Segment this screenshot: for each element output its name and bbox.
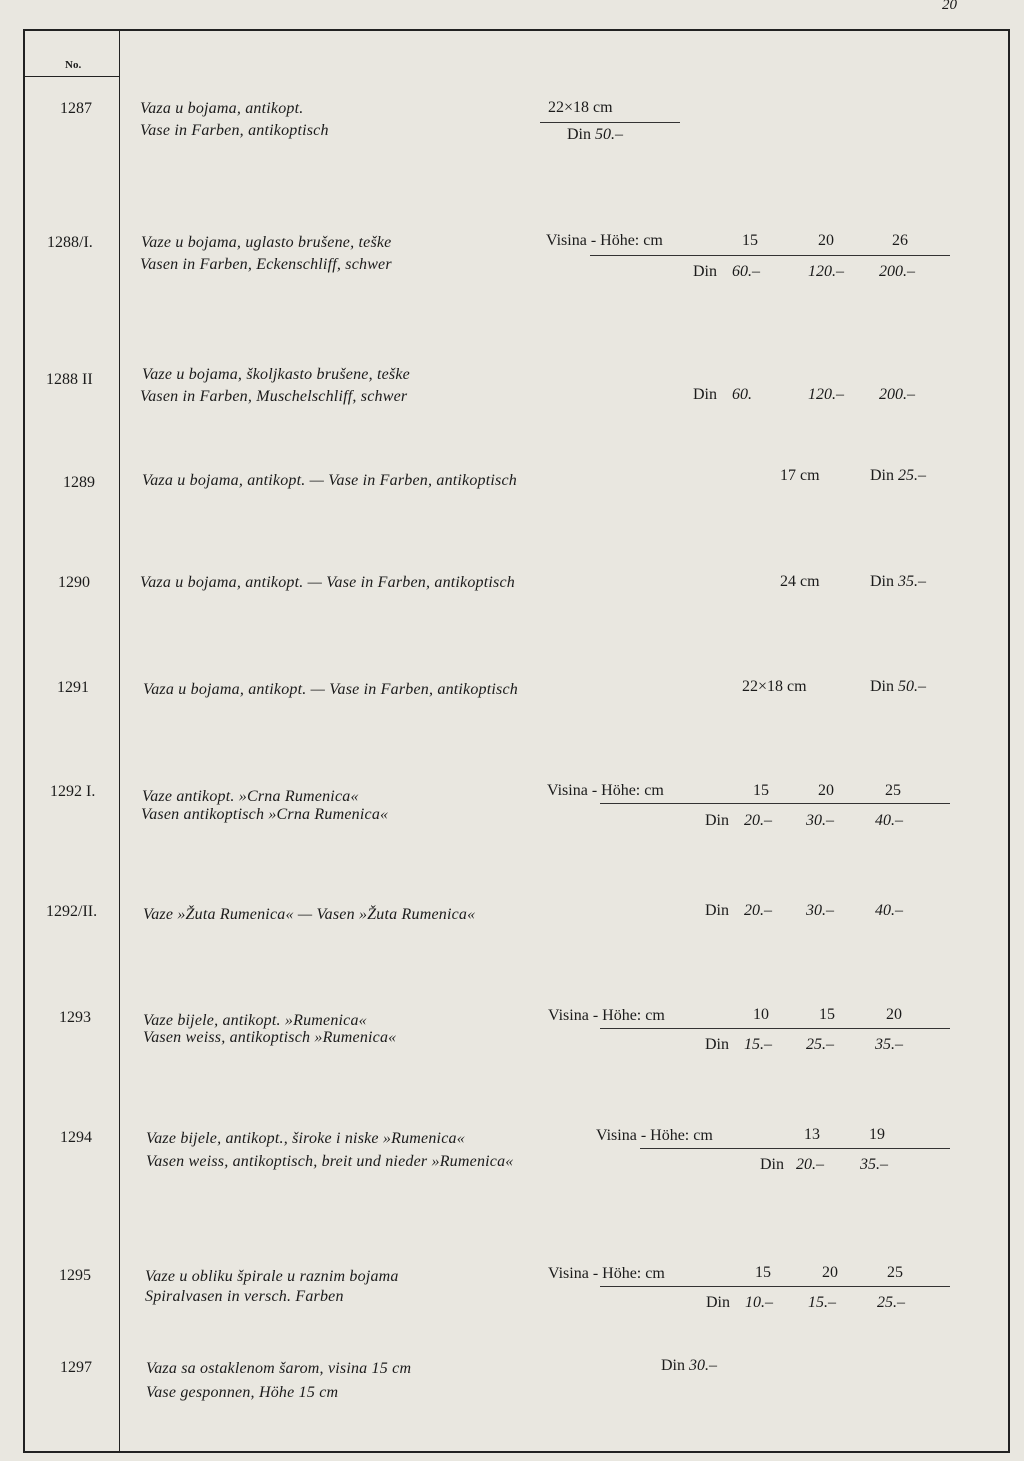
price-label: Din — [705, 812, 729, 829]
description: Vaza u bojama, antikopt. — Vase in Farben, antikoptisch — [142, 472, 517, 489]
price-3: 200.– — [879, 386, 915, 403]
price-2: 30.– — [806, 812, 834, 829]
entry-number: 1291 — [57, 679, 89, 696]
price-1: 20.– — [744, 902, 772, 919]
price: Din 35.– — [870, 573, 926, 590]
size: 22×18 cm — [742, 678, 807, 695]
height-2: 20 — [818, 782, 834, 799]
entry-number: 1297 — [60, 1359, 92, 1376]
price-3: 40.– — [875, 812, 903, 829]
header-rule — [25, 76, 119, 77]
description-hr: Vaze antikopt. »Crna Rumenica« — [142, 788, 359, 805]
price-2: 120.– — [808, 263, 844, 280]
price: Din 50.– — [567, 126, 623, 143]
entry-number: 1288 II — [46, 371, 93, 388]
height-1: 15 — [753, 782, 769, 799]
height-2: 19 — [869, 1126, 885, 1143]
description: Vaze »Žuta Rumenica« — Vasen »Žuta Rumenica« — [143, 906, 476, 923]
description-de: Vasen weiss, antikoptisch, breit und nieder »Rumenica« — [146, 1153, 514, 1170]
price-3: 25.– — [877, 1294, 905, 1311]
size: 17 cm — [780, 467, 820, 484]
description-de: Spiralvasen in versch. Farben — [145, 1288, 344, 1305]
description-hr: Vaza u bojama, antikopt. — [140, 100, 304, 117]
entry-number: 1292 I. — [50, 783, 96, 800]
description-hr: Vaze u bojama, uglasto brušene, teške — [141, 234, 392, 251]
price-2: 25.– — [806, 1036, 834, 1053]
price-label: Din — [706, 1294, 730, 1311]
entry-number: 1295 — [59, 1267, 91, 1284]
price-1: 60.– — [732, 263, 760, 280]
height-rule — [640, 1148, 950, 1149]
column-divider — [119, 31, 120, 1451]
height-3: 25 — [887, 1264, 903, 1281]
size-rule — [540, 122, 680, 123]
height-2: 20 — [818, 232, 834, 249]
height-rule — [590, 255, 950, 256]
price: Din 25.– — [870, 467, 926, 484]
price-3: 35.– — [875, 1036, 903, 1053]
height-label: Visina - Höhe: cm — [548, 1007, 665, 1024]
height-label: Visina - Höhe: cm — [546, 232, 663, 249]
entry-number: 1293 — [59, 1009, 91, 1026]
height-rule — [600, 803, 950, 804]
description-hr: Vaza sa ostaklenom šarom, visina 15 cm — [146, 1360, 412, 1377]
height-1: 10 — [753, 1006, 769, 1023]
description-de: Vasen in Farben, Eckenschliff, schwer — [140, 256, 392, 273]
size: 22×18 cm — [548, 99, 613, 116]
column-header-no: No. — [65, 59, 82, 71]
height-3: 20 — [886, 1006, 902, 1023]
price-label: Din — [705, 902, 729, 919]
price-label: Din — [705, 1036, 729, 1053]
height-2: 20 — [822, 1264, 838, 1281]
price-1: 20.– — [796, 1156, 824, 1173]
description: Vaza u bojama, antikopt. — Vase in Farben, antikoptisch — [140, 574, 515, 591]
price: Din 30.– — [661, 1357, 717, 1374]
entry-number: 1289 — [63, 474, 95, 491]
entry-number: 1292/II. — [46, 903, 98, 920]
price-3: 40.– — [875, 902, 903, 919]
height-rule — [600, 1286, 950, 1287]
height-rule — [600, 1028, 950, 1029]
price-1: 10.– — [745, 1294, 773, 1311]
height-3: 26 — [892, 232, 908, 249]
description-de: Vasen in Farben, Muschelschliff, schwer — [140, 388, 408, 405]
description-hr: Vaze bijele, antikopt. »Rumenica« — [143, 1012, 367, 1029]
page-number: 20 — [942, 0, 957, 13]
price-label: Din — [693, 386, 717, 403]
price-label: Din — [693, 263, 717, 280]
description-de: Vasen antikoptisch »Crna Rumenica« — [141, 806, 389, 823]
entry-number: 1288/I. — [47, 234, 93, 251]
price-label: Din — [760, 1156, 784, 1173]
price-2: 35.– — [860, 1156, 888, 1173]
height-1: 13 — [804, 1126, 820, 1143]
description-de: Vase in Farben, antikoptisch — [140, 122, 329, 139]
description-hr: Vaze u bojama, školjkasto brušene, teške — [142, 366, 410, 383]
price-2: 30.– — [806, 902, 834, 919]
description-de: Vasen weiss, antikoptisch »Rumenica« — [143, 1029, 397, 1046]
price-1: 60. — [732, 386, 752, 403]
price-2: 15.– — [808, 1294, 836, 1311]
price-1: 15.– — [744, 1036, 772, 1053]
height-label: Visina - Höhe: cm — [547, 782, 664, 799]
description-hr: Vaze bijele, antikopt., široke i niske »Rumenica« — [146, 1130, 465, 1147]
entry-number: 1290 — [58, 574, 90, 591]
height-1: 15 — [742, 232, 758, 249]
size: 24 cm — [780, 573, 820, 590]
description-hr: Vaze u obliku špirale u raznim bojama — [145, 1268, 399, 1285]
entry-number: 1294 — [60, 1129, 92, 1146]
description-de: Vase gesponnen, Höhe 15 cm — [146, 1384, 339, 1401]
height-3: 25 — [885, 782, 901, 799]
height-label: Visina - Höhe: cm — [596, 1127, 713, 1144]
show-through-background — [560, 80, 1000, 1460]
price-1: 20.– — [744, 812, 772, 829]
height-label: Visina - Höhe: cm — [548, 1265, 665, 1282]
description: Vaza u bojama, antikopt. — Vase in Farben, antikoptisch — [143, 681, 518, 698]
height-2: 15 — [819, 1006, 835, 1023]
entry-number: 1287 — [60, 100, 92, 117]
height-1: 15 — [755, 1264, 771, 1281]
price-2: 120.– — [808, 386, 844, 403]
price-3: 200.– — [879, 263, 915, 280]
price: Din 50.– — [870, 678, 926, 695]
